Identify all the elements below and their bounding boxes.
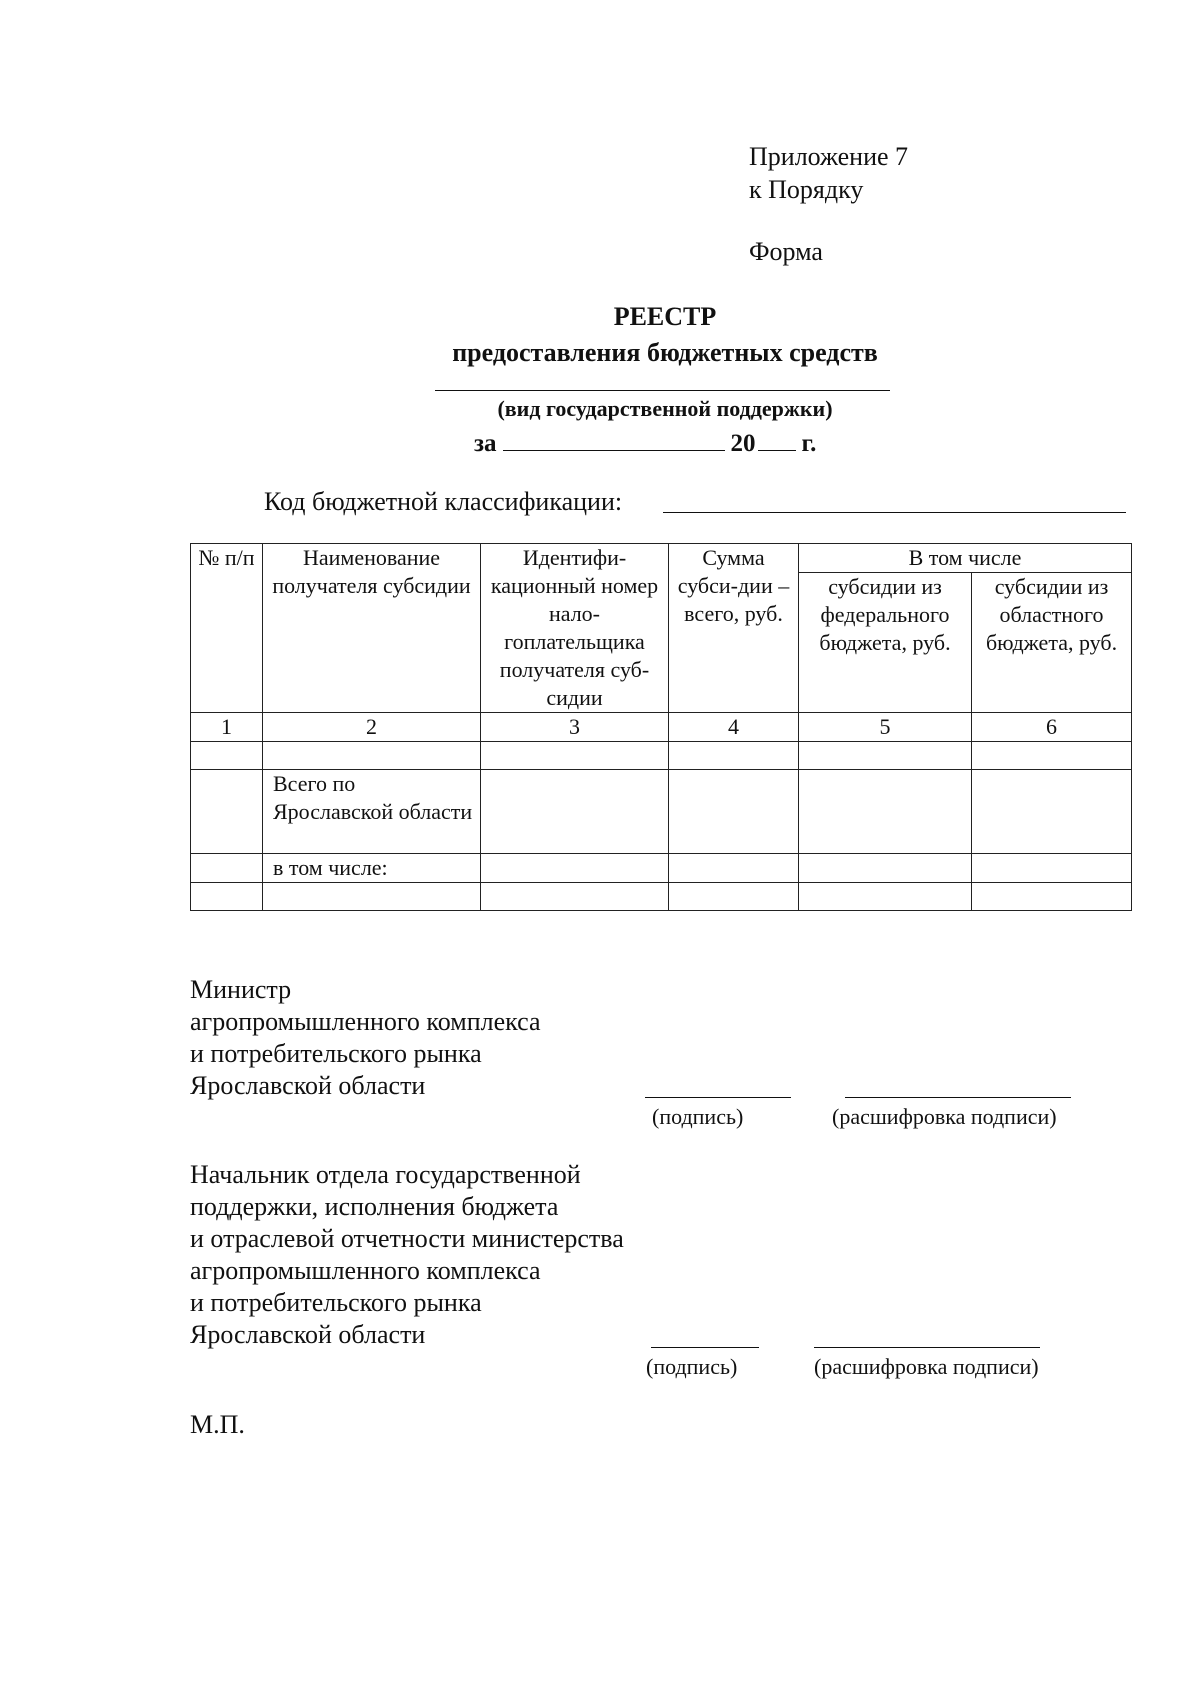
head-title-line: и отраслевой отчетности министерства xyxy=(190,1224,624,1253)
head-title-line: поддержки, исполнения бюджета xyxy=(190,1192,559,1221)
minister-signature-caption: (подпись) xyxy=(652,1104,744,1129)
header-name: Наименование получателя субсидии xyxy=(263,544,481,713)
period-suffix: г. xyxy=(801,430,817,457)
col-num-4: 4 xyxy=(669,713,799,742)
period-line xyxy=(474,426,816,458)
head-title-line: Начальник отдела государственной xyxy=(190,1160,581,1189)
header-num: № п/п xyxy=(191,544,263,713)
table-row-empty xyxy=(191,742,1132,770)
table-row-empty xyxy=(191,883,1132,911)
period-blank xyxy=(503,426,725,451)
budget-code-label: Код бюджетной классификации: xyxy=(264,487,623,516)
support-type-line xyxy=(435,390,890,391)
minister-title-line: Ярославской области xyxy=(190,1071,426,1100)
header-total: Сумма субси-дии – всего, руб. xyxy=(669,544,799,713)
minister-title-line: агропромышленного комплекса xyxy=(190,1007,541,1036)
col-num-6: 6 xyxy=(972,713,1132,742)
stamp-place: М.П. xyxy=(190,1410,245,1439)
registry-table xyxy=(190,543,1132,911)
form-label: Форма xyxy=(749,237,823,266)
head-title-line: Ярославской области xyxy=(190,1320,426,1349)
head-signature-caption: (подпись) xyxy=(646,1354,738,1379)
period-prefix: за xyxy=(474,430,497,457)
minister-decoding-caption: (расшифровка подписи) xyxy=(832,1104,1057,1129)
minister-title-block xyxy=(190,974,541,1102)
minister-title-line: Министр xyxy=(190,975,292,1004)
col-num-3: 3 xyxy=(481,713,669,742)
head-decoding-line xyxy=(814,1347,1040,1348)
header-regional: субсидии из областного бюджета, руб. xyxy=(972,573,1132,713)
support-type-caption: (вид государственной поддержки) xyxy=(497,396,833,421)
header-federal: субсидии из федерального бюджета, руб. xyxy=(799,573,972,713)
head-decoding-caption: (расшифровка подписи) xyxy=(814,1354,1039,1379)
including-label: в том числе: xyxy=(263,854,481,883)
appendix-header xyxy=(749,140,908,206)
document-title: РЕЕСТР xyxy=(613,302,717,331)
appendix-number: Приложение 7 xyxy=(749,142,909,171)
total-row-label: Всего по Ярославской области xyxy=(263,770,481,854)
table-row-including xyxy=(191,854,1132,883)
minister-signature-line xyxy=(645,1097,791,1098)
table-row-total xyxy=(191,770,1132,854)
budget-code-line xyxy=(663,512,1126,513)
head-title-line: и потребительского рынка xyxy=(190,1288,482,1317)
col-num-1: 1 xyxy=(191,713,263,742)
period-year: 20 xyxy=(730,430,756,457)
header-including: В том числе xyxy=(799,544,1132,573)
minister-decoding-line xyxy=(845,1097,1071,1098)
col-num-2: 2 xyxy=(263,713,481,742)
year-blank xyxy=(758,426,796,451)
header-inn: Идентифи-кационный номер нало-гоплательщика получателя суб-сидии xyxy=(481,544,669,713)
head-title-line: агропромышленного комплекса xyxy=(190,1256,541,1285)
col-num-5: 5 xyxy=(799,713,972,742)
minister-title-line: и потребительского рынка xyxy=(190,1039,482,1068)
header-row xyxy=(191,544,1132,573)
head-title-block xyxy=(190,1159,624,1351)
column-number-row xyxy=(191,713,1132,742)
document-subtitle: предоставления бюджетных средств xyxy=(452,338,878,367)
appendix-reference: к Порядку xyxy=(749,175,864,204)
head-signature-line xyxy=(651,1347,759,1348)
